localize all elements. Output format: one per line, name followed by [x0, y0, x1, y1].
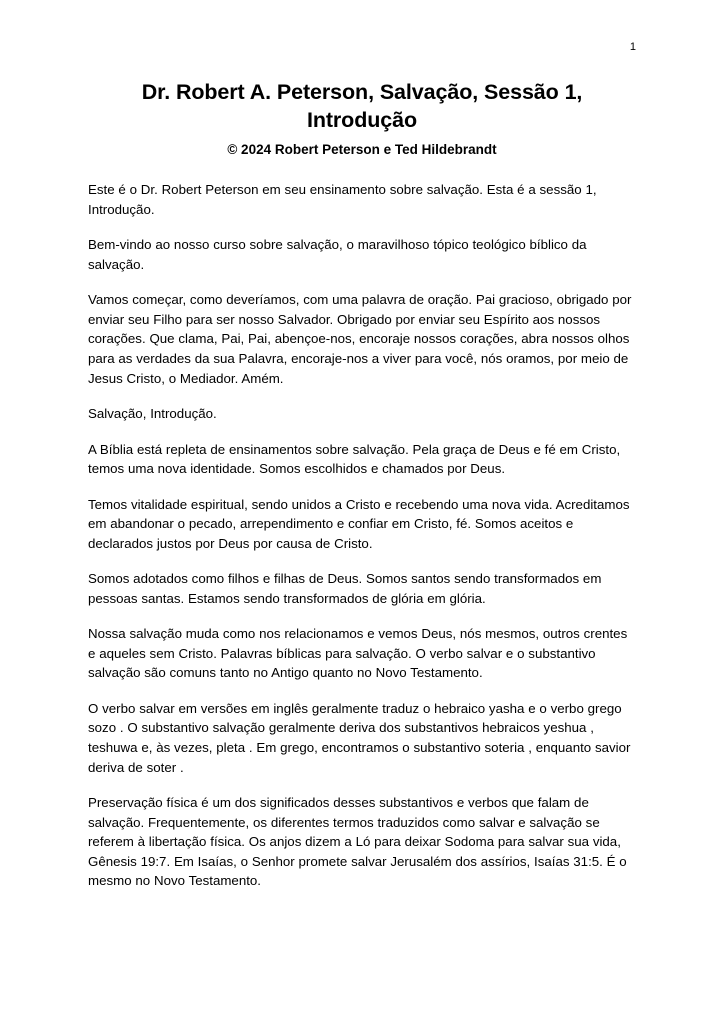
- copyright-line: © 2024 Robert Peterson e Ted Hildebrandt: [227, 141, 497, 157]
- paragraph: Nossa salvação muda como nos relacionamos e vemos Deus, nós mesmos, outros crentes e aqueles sem Cristo. Palavras bíblicas para salvação. O verbo salvar e o substantivo salvação são comuns tanto no Antigo quanto no Novo Testamento.: [88, 626, 628, 681]
- document-body: [88, 180, 636, 890]
- paragraph: Vamos começar, como deveríamos, com uma palavra de oração. Pai gracioso, obrigado por enviar seu Filho para ser nosso Salvador. Obrigado por enviar seu Espírito aos nossos corações. Que clama, Pai, Pai, abençoe-nos, encoraje nossos corações, abra nossos olhos para as verdades da sua Palavra, encoraje-nos a viver para você, nós oramos, por meio de Jesus Cristo, o Mediador. Amém.: [88, 292, 632, 386]
- page-number: 1: [629, 41, 636, 53]
- paragraph: Temos vitalidade espiritual, sendo unidos a Cristo e recebendo uma nova vida. Acreditamos em abandonar o pecado, arrependimento e confiar em Cristo, fé. Somos aceitos e declarados justos por Deus por causa de Cristo.: [88, 496, 630, 551]
- paragraph: Preservação física é um dos significados desses substantivos e verbos que falam de salvação. Frequentemente, os diferentes termos traduzidos como salvar e salvação se referem à libertação física. Os anjos dizem a Ló para deixar Sodoma para salvar sua vida, Gênesis 19:7. Em Isaías, o Senhor promete salvar Jerusalém dos assírios, Isaías 31:5. É o mesmo no Novo Testamento.: [88, 795, 627, 889]
- paragraph: Este é o Dr. Robert Peterson em seu ensinamento sobre salvação. Esta é a sessão 1, Introdução.: [88, 182, 597, 217]
- page-title: Dr. Robert A. Peterson, Salvação, Sessão 1, Introdução: [141, 80, 583, 133]
- paragraph: Salvação, Introdução.: [88, 406, 217, 422]
- paragraph: Bem-vindo ao nosso curso sobre salvação, o maravilhoso tópico teológico bíblico da salvação.: [88, 237, 587, 272]
- paragraph: O verbo salvar em versões em inglês geralmente traduz o hebraico yasha e o verbo grego sozo . O substantivo salvação geralmente deriva dos substantivos hebraicos yeshua , teshuwa e, às vezes, pleta . Em grego, encontramos o substantivo soteria , enquanto savior deriva de soter .: [88, 700, 631, 775]
- paragraph: Somos adotados como filhos e filhas de Deus. Somos santos sendo transformados em pessoas santas. Estamos sendo transformados de glória em glória.: [88, 571, 602, 606]
- paragraph: A Bíblia está repleta de ensinamentos sobre salvação. Pela graça de Deus e fé em Cristo, temos uma nova identidade. Somos escolhidos e chamados por Deus.: [88, 441, 621, 477]
